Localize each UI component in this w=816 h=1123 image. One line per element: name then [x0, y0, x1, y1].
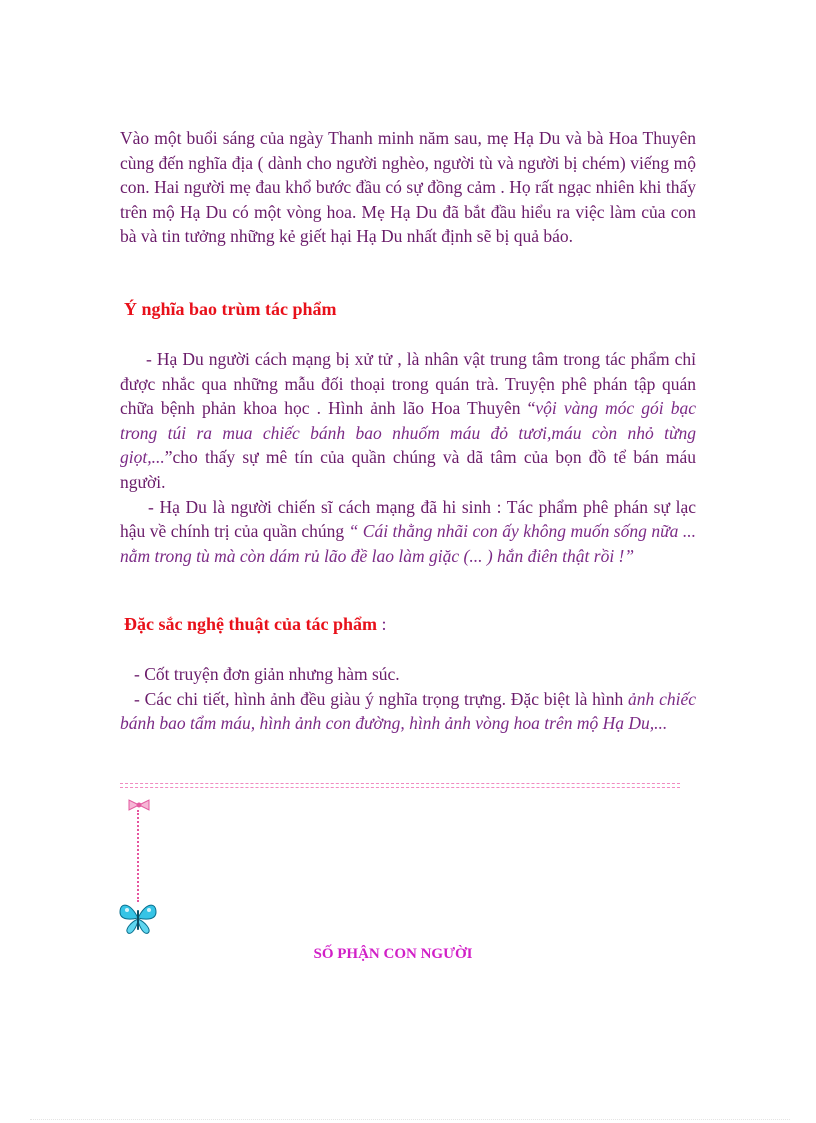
heading-meaning — [124, 299, 337, 320]
meaning-p2-quote: “ Cái thằng nhãi con ấy không muốn sống nữa ... nằm trong tù mà còn dám rủ lão đề lao làm giặc (... ) hắn điên thật rồi !” — [120, 521, 696, 566]
meaning-paragraph-1 — [120, 347, 696, 495]
heading-art-colon: : — [377, 614, 387, 634]
art-paragraph-2 — [120, 687, 696, 736]
meaning-p1-quote: vội vàng móc gói bạc trong túi ra mua chiếc bánh bao nhuốm máu đỏ tươi,máu còn nhỏ từng giọt,... — [120, 398, 696, 468]
heading-meaning-text: Ý nghĩa bao trùm tác phẩm — [124, 299, 337, 319]
pink-bow-icon — [126, 798, 152, 812]
butterfly-icon — [118, 900, 158, 936]
meaning-p1-text-b: ”cho thấy sự mê tín của quần chúng và dã tâm của bọn đồ tể bán máu người. — [120, 447, 696, 492]
heading-art — [124, 614, 387, 635]
art-paragraph-1: - Cốt truyện đơn giản nhưng hàm súc. — [134, 664, 400, 684]
meaning-paragraph-2 — [120, 495, 696, 569]
hanging-string — [137, 810, 139, 902]
meaning-p1-text-a: - Hạ Du người cách mạng bị xử tử , là nhân vật trung tâm trong tác phẩm chỉ được nhắc qua những mẫu đối thoại trong quán trà. Truyện phê phán tập quán chữa bệnh phản khoa học . Hình ảnh lão Hoa Thuyên “ — [120, 349, 696, 419]
next-section-title: SỐ PHẬN CON NGƯỜI — [313, 946, 473, 962]
meaning-p2-text-a: - Hạ Du là người chiến sĩ cách mạng đã hi sinh : Tác phẩm phê phán sự lạc hậu về chính trị của quần chúng — [120, 496, 696, 542]
section-intro — [120, 126, 696, 249]
section-meaning — [120, 347, 696, 568]
intro-paragraph: Vào một buổi sáng của ngày Thanh minh năm sau, mẹ Hạ Du và bà Hoa Thuyên cùng đến nghĩa địa ( dành cho người nghèo, người tù và người bị chém) viếng mộ con. Hai người mẹ đau khổ bước đầu có sự đồng cảm . Họ rất ngạc nhiên khi thấy trên mộ Hạ Du có một vòng hoa. Mẹ Hạ Du đã bắt đầu hiểu ra việc làm của con bà và tin tưởng những kẻ giết hại Hạ Du nhất định sẽ bị quả báo. — [120, 128, 696, 247]
divider-line — [120, 783, 680, 784]
heading-art-text: Đặc sắc nghệ thuật của tác phẩm — [124, 614, 378, 634]
page-bottom-border — [30, 1119, 790, 1120]
divider-line-2 — [120, 787, 680, 788]
art-p2-text-a: - Các chi tiết, hình ảnh đều giàu ý nghĩa trọng trựng. Đặc biệt là hình — [134, 688, 629, 709]
section-art — [120, 662, 696, 736]
art-p2-quote: ảnh chiếc bánh bao tẩm máu, hình ảnh con đường, hình ảnh vòng hoa trên mộ Hạ Du,... — [120, 688, 696, 734]
